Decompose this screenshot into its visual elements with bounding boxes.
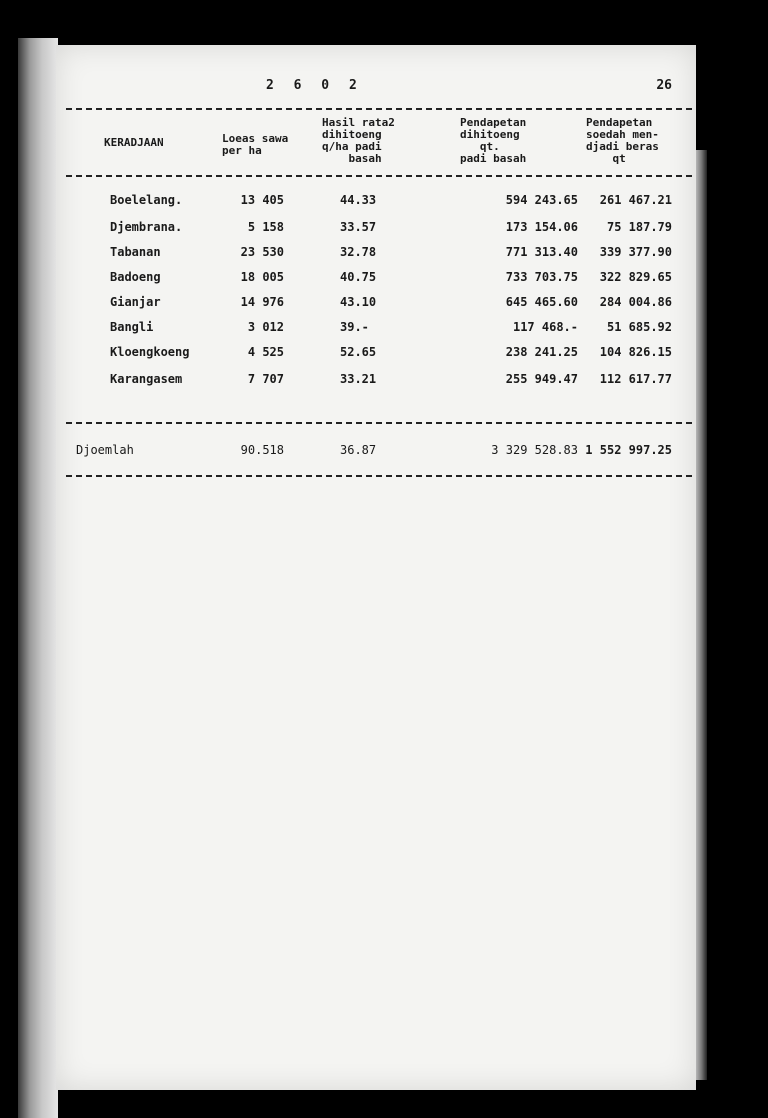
header-bottom-rule [66,175,692,177]
col-header-wet-income: Pendapetan dihitoeng qt. padi basah [460,116,527,165]
cell-rice-income: 75 187.79 [606,220,672,234]
cell-kingdom: Djembrana. [110,220,183,234]
cell-kingdom: Karangasem [110,372,183,386]
cell-rice-income: 261 467.21 [599,193,672,207]
cell-area: 18 005 [240,270,284,284]
cell-rice-income: 284 004.86 [599,295,672,309]
document-page [56,45,696,1090]
table-row [56,270,696,290]
cell-area: 5 158 [247,220,284,234]
cell-yield: 52.65 [340,345,377,359]
cell-wet-income: 255 949.47 [505,372,578,386]
page-number: 26 [656,78,672,93]
cell-yield: 33.57 [340,220,377,234]
document-code: 2 6 0 2 [266,78,363,93]
cell-yield: 44.33 [340,193,377,207]
cell-rice-income: 339 377.90 [599,245,672,259]
table-row [56,372,696,392]
total-top-rule [66,422,692,424]
cell-wet-income: 173 154.06 [505,220,578,234]
table-row [56,295,696,315]
col-header-kingdom: KERADJAAN [104,136,164,149]
header-top-rule [66,108,692,110]
cell-area: 23 530 [240,245,284,259]
table-row [56,345,696,365]
scan-left-edge [18,38,58,1118]
cell-yield: 39.- [340,320,369,334]
cell-wet-income: 733 703.75 [505,270,578,284]
cell-kingdom: Boelelang. [110,193,183,207]
cell-kingdom: Kloengkoeng [110,345,190,359]
total-wet-income: 3 329 528.83 [491,443,578,457]
total-bottom-rule [66,475,692,477]
total-label: Djoemlah [76,443,134,457]
cell-rice-income: 112 617.77 [599,372,672,386]
total-yield: 36.87 [340,443,377,457]
cell-kingdom: Badoeng [110,270,161,284]
cell-area: 3 012 [247,320,284,334]
col-header-yield: Hasil rata2 dihitoeng q/ha padi basah [322,116,395,165]
table-row [56,193,696,213]
cell-yield: 32.78 [340,245,377,259]
cell-rice-income: 322 829.65 [599,270,672,284]
cell-wet-income: 238 241.25 [505,345,578,359]
table-row [56,220,696,240]
cell-yield: 40.75 [340,270,377,284]
total-rice-income: 1 552 997.25 [585,443,672,457]
cell-kingdom: Gianjar [110,295,161,309]
col-header-area: Loeas sawa per ha [222,132,289,157]
cell-wet-income: 771 313.40 [505,245,578,259]
cell-area: 14 976 [240,295,284,309]
cell-area: 7 707 [247,372,284,386]
cell-rice-income: 51 685.92 [606,320,672,334]
total-row [56,443,696,463]
table-row [56,320,696,340]
cell-yield: 33.21 [340,372,377,386]
cell-rice-income: 104 826.15 [599,345,672,359]
cell-wet-income: 594 243.65 [505,193,578,207]
cell-area: 4 525 [247,345,284,359]
cell-yield: 43.10 [340,295,377,309]
col-header-rice-income: Pendapetan soedah men- djadi beras qt [586,116,659,165]
cell-wet-income: 645 465.60 [505,295,578,309]
cell-area: 13 405 [240,193,284,207]
cell-kingdom: Bangli [110,320,154,334]
cell-wet-income: 117 468.- [512,320,578,334]
total-area: 90.518 [240,443,284,457]
cell-kingdom: Tabanan [110,245,161,259]
table-row [56,245,696,265]
